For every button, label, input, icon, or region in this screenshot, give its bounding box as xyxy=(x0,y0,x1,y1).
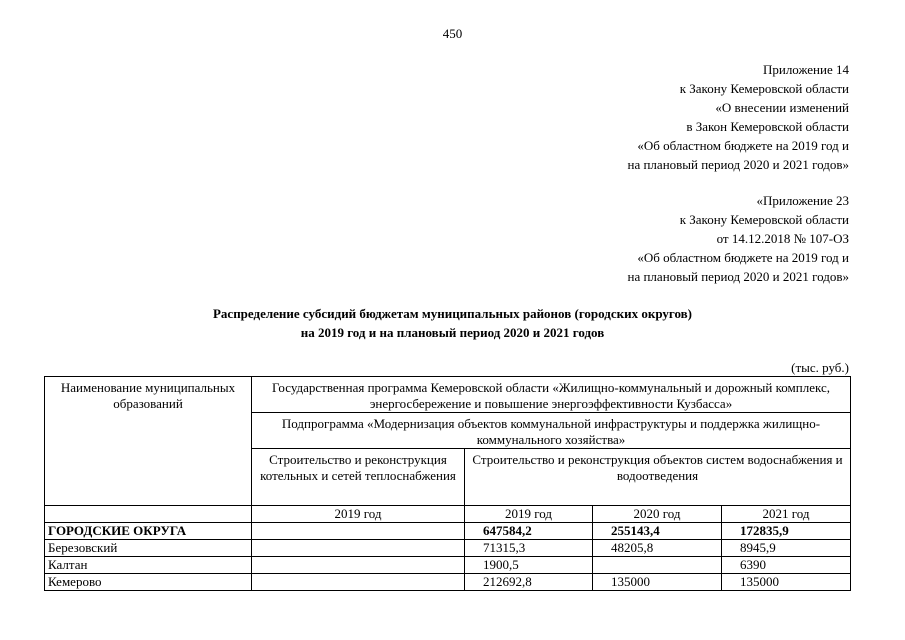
annex-23-line: «Об областном бюджете на 2019 год и xyxy=(637,250,849,265)
year-heat-2019: 2019 год xyxy=(252,506,465,523)
table-header-row xyxy=(45,377,851,413)
annex-14-block xyxy=(628,60,850,174)
annex-23-block xyxy=(628,191,850,286)
annex-14-line: на плановый период 2020 и 2021 годов» xyxy=(627,157,849,172)
row-water-2019: 647584,2 xyxy=(465,523,593,540)
table-years-row xyxy=(45,506,851,523)
row-name: Калтан xyxy=(45,557,252,574)
annex-14-line: «Об областном бюджете на 2019 год и xyxy=(637,138,849,153)
row-water-2021: 6390 xyxy=(722,557,851,574)
table-row xyxy=(45,540,851,557)
row-water-2020: 255143,4 xyxy=(593,523,722,540)
row-water-2020 xyxy=(593,557,722,574)
header-program: Государственная программа Кемеровской области «Жилищно-коммунальный и дорожный комплекс, энергосбережение и повышение энергоэффективности Кузбасса» xyxy=(252,377,851,413)
row-name: Кемерово xyxy=(45,574,252,591)
row-water-2020: 48205,8 xyxy=(593,540,722,557)
row-water-2019: 71315,3 xyxy=(465,540,593,557)
header-water-supply: Строительство и реконструкция объектов систем водоснабжения и водоотведения xyxy=(465,449,851,506)
row-water-2019: 1900,5 xyxy=(465,557,593,574)
title-line: на 2019 год и на плановый период 2020 и 2021 годов xyxy=(300,325,605,340)
year-water-2019: 2019 год xyxy=(465,506,593,523)
row-heat-2019 xyxy=(252,557,465,574)
years-empty-cell xyxy=(45,506,252,523)
row-heat-2019 xyxy=(252,540,465,557)
row-water-2021: 172835,9 xyxy=(722,523,851,540)
row-water-2021: 8945,9 xyxy=(722,540,851,557)
table-row xyxy=(45,557,851,574)
annex-23-line: к Закону Кемеровской области xyxy=(679,212,849,227)
annex-14-line: «О внесении изменений xyxy=(715,100,849,115)
annex-23-line: от 14.12.2018 № 107-ОЗ xyxy=(716,231,849,246)
page-number: 450 xyxy=(442,26,463,41)
row-heat-2019 xyxy=(252,523,465,540)
row-water-2019: 212692,8 xyxy=(465,574,593,591)
header-subprogram: Подпрограмма «Модернизация объектов коммунальной инфраструктуры и поддержка жилищно-коммунального хозяйства» xyxy=(252,413,851,449)
row-name: ГОРОДСКИЕ ОКРУГА xyxy=(45,523,252,540)
row-water-2020: 135000 xyxy=(593,574,722,591)
year-water-2020: 2020 год xyxy=(593,506,722,523)
units-label: (тыс. руб.) xyxy=(791,360,849,375)
annex-14-line: в Закон Кемеровской области xyxy=(686,119,849,134)
header-municipality: Наименование муниципальных образований xyxy=(45,377,252,506)
table-row xyxy=(45,523,851,540)
annex-14-line: Приложение 14 xyxy=(762,62,849,77)
row-name: Березовский xyxy=(45,540,252,557)
year-water-2021: 2021 год xyxy=(722,506,851,523)
table-row xyxy=(45,574,851,591)
annex-14-line: к Закону Кемеровской области xyxy=(679,81,849,96)
annex-23-line: на плановый период 2020 и 2021 годов» xyxy=(627,269,849,284)
header-heat-supply: Строительство и реконструкция котельных и сетей теплоснабжения xyxy=(252,449,465,506)
row-heat-2019 xyxy=(252,574,465,591)
title-line: Распределение субсидий бюджетам муниципальных районов (городских округов) xyxy=(212,306,692,321)
subsidy-table xyxy=(44,376,851,591)
row-water-2021: 135000 xyxy=(722,574,851,591)
document-title xyxy=(0,304,905,342)
annex-23-line: «Приложение 23 xyxy=(756,193,849,208)
